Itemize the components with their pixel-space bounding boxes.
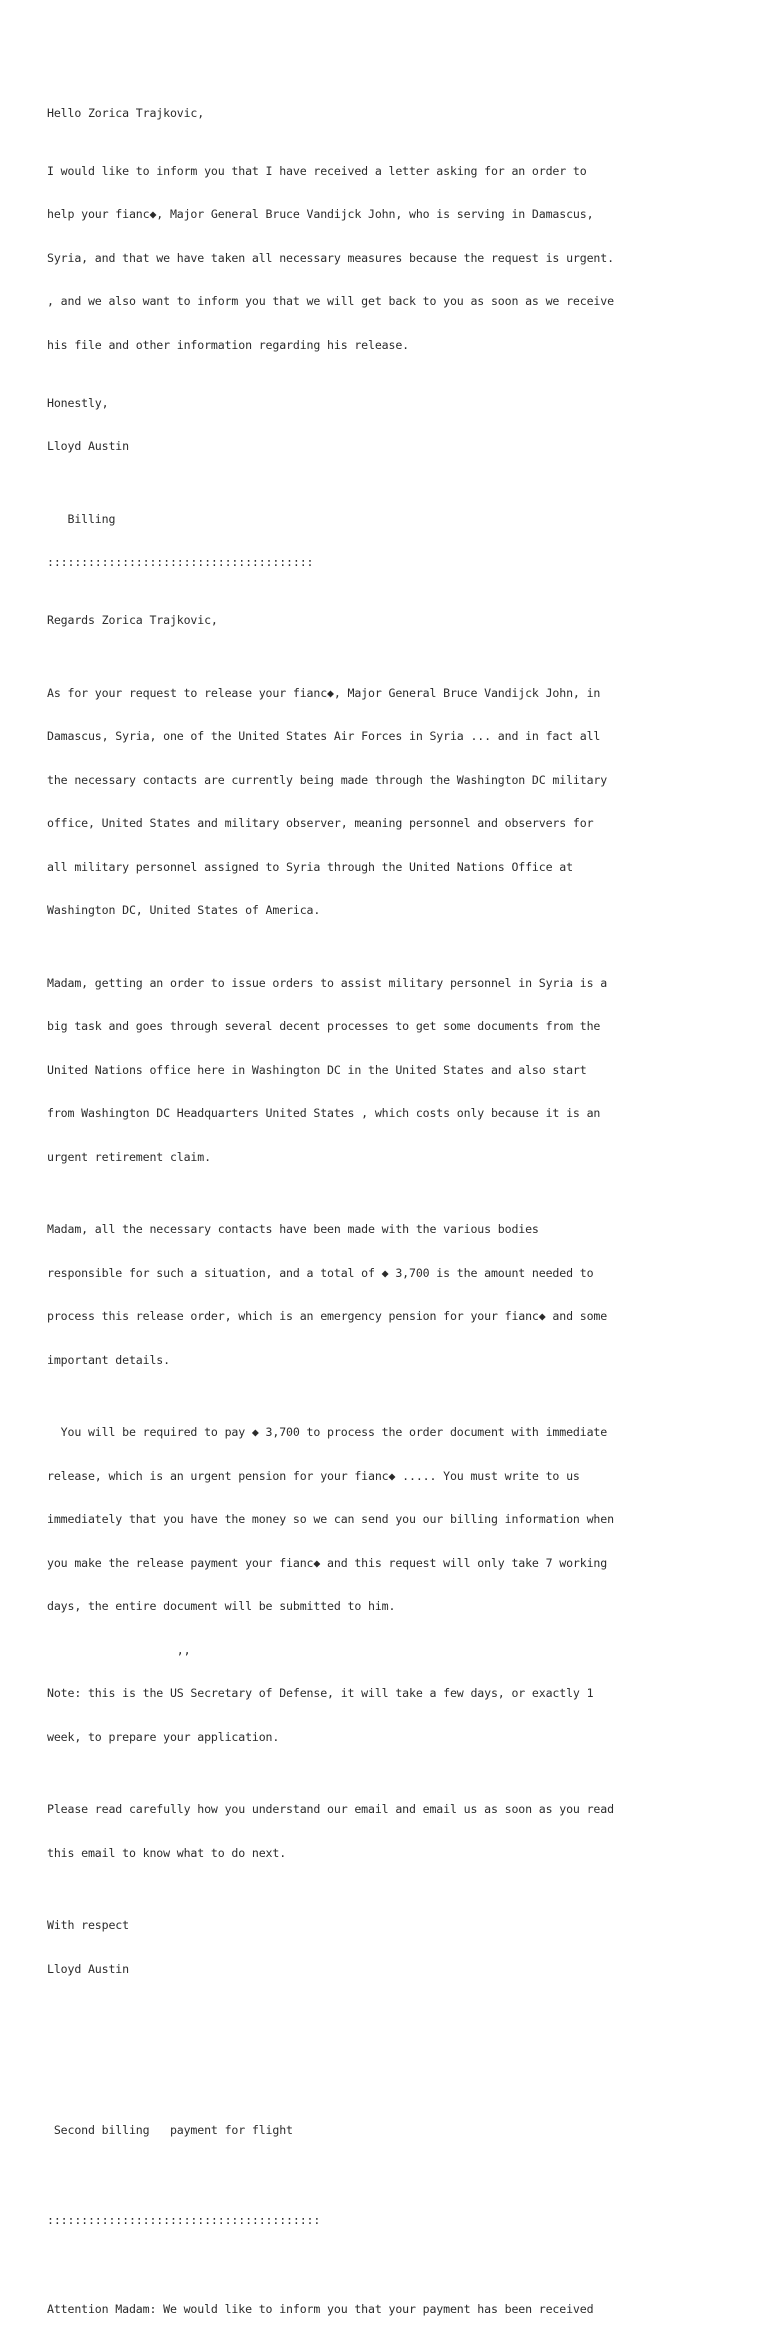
billing-paragraph-line: days, the entire document will be submitted to him.: [47, 1599, 396, 1613]
billing-paragraph-line: office, United States and military observer, meaning personnel and observers for: [47, 816, 594, 830]
billing-separator: :::::::::::::::::::::::::::::::::::::::: [47, 555, 314, 569]
billing-paragraph-line: You will be required to pay ◆ 3,700 to process the order document with immediate: [47, 1425, 608, 1439]
billing-paragraph-line: United Nations office here in Washington DC in the United States and also start: [47, 1062, 587, 1077]
letter1-signature: Lloyd Austin: [47, 439, 129, 453]
billing-greeting: Regards Zorica Trajkovic,: [47, 613, 218, 627]
letter1-body-line: help your fianc◆, Major General Bruce Vandijck John, who is serving in Damascus,: [47, 207, 594, 221]
billing-closing: With respect: [47, 1918, 129, 1932]
billing-paragraph-line: week, to prepare your application.: [47, 1729, 280, 1744]
billing-paragraph-line: immediately that you have the money so we can send you our billing information when: [47, 1512, 614, 1526]
letter1-body-line: Syria, and that we have taken all necessary measures because the request is urgent.: [47, 250, 614, 265]
letter1-greeting: Hello Zorica Trajkovic,: [47, 105, 205, 120]
billing-paragraph-line: you make the release payment your fianc◆ and this request will only take 7 working: [47, 1555, 608, 1570]
letter1-body-line: , and we also want to inform you that we will get back to you as soon as we receive: [47, 294, 614, 308]
billing-paragraph-line: urgent retirement claim.: [47, 1149, 211, 1164]
billing-paragraph-line: this email to know what to do next.: [47, 1845, 287, 1860]
billing-paragraph-line: Note: this is the US Secretary of Defense, it will take a few days, or exactly 1: [47, 1686, 594, 1700]
billing-paragraph-line: As for your request to release your fianc◆, Major General Bruce Vandijck John, in: [47, 685, 601, 700]
email-document: [47, 62, 747, 2346]
billing-heading: Billing: [47, 511, 116, 526]
billing-paragraph-line: Washington DC, United States of America.: [47, 903, 321, 917]
billing-paragraph-line: Please read carefully how you understand our email and email us as soon as you read: [47, 1802, 614, 1816]
billing-paragraph-line: big task and goes through several decent processes to get some documents from the: [47, 1019, 601, 1033]
billing-paragraph-line: the necessary contacts are currently being made through the Washington DC military: [47, 772, 608, 787]
billing-paragraph-line: Damascus, Syria, one of the United States Air Forces in Syria ... and in fact all: [47, 729, 601, 743]
billing-paragraph-line: all military personnel assigned to Syria through the United Nations Office at: [47, 859, 573, 874]
billing-paragraph-line: important details.: [47, 1352, 170, 1367]
letter1-body-line: his file and other information regarding his release.: [47, 337, 409, 352]
billing-signature: Lloyd Austin: [47, 1961, 129, 1976]
billing-paragraph-line: process this release order, which is an emergency pension for your fianc◆ and some: [47, 1309, 608, 1323]
second-billing-heading: Second billing payment for flight: [47, 2123, 293, 2137]
second-billing-attention: Attention Madam: We would like to inform you that your payment has been received: [47, 2302, 594, 2316]
letter1-closing: Honestly,: [47, 395, 109, 410]
billing-paragraph-line: from Washington DC Headquarters United States , which costs only because it is an: [47, 1106, 601, 1120]
billing-paragraph-line: Madam, getting an order to issue orders to assist military personnel in Syria is a: [47, 975, 608, 990]
billing-paragraph-line: responsible for such a situation, and a total of ◆ 3,700 is the amount needed to: [47, 1265, 594, 1280]
second-billing-separator: ::::::::::::::::::::::::::::::::::::::::: [47, 2212, 321, 2227]
billing-paragraph-line: release, which is an urgent pension for your fianc◆ ..... You must write to us: [47, 1468, 580, 1483]
billing-paragraph-line: ,,: [47, 1642, 191, 1657]
billing-paragraph-line: Madam, all the necessary contacts have been made with the various bodies: [47, 1222, 539, 1236]
letter1-body-line: I would like to inform you that I have received a letter asking for an order to: [47, 163, 587, 178]
